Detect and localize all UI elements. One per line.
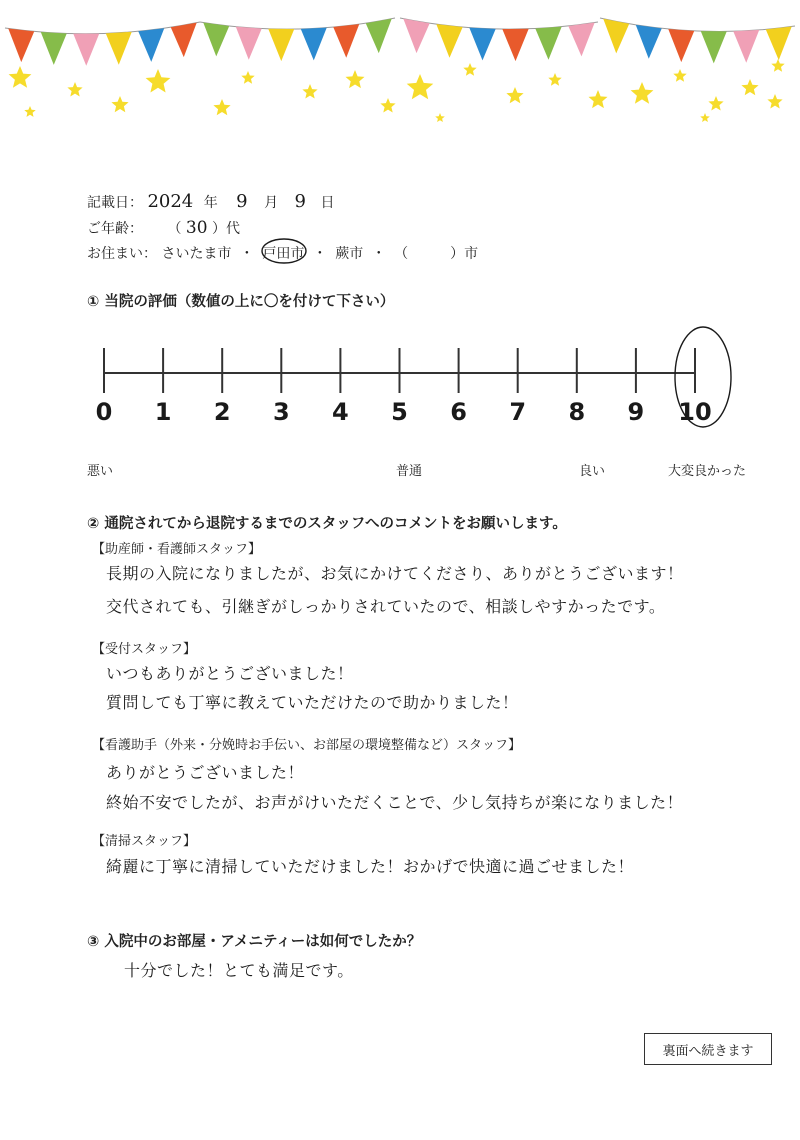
scale-number-3: 3 [272,398,290,426]
bunting-flag [41,32,67,65]
scale-number-0: 0 [95,398,113,426]
bunting-flag [236,27,262,60]
star-icon [24,106,35,117]
bunting-flag [766,26,792,60]
scale-number-1: 1 [154,398,172,426]
star-icon [771,59,784,72]
bunting-flag [603,19,629,54]
residence-label: お住まい： [87,246,157,262]
age-label: ご年齢： [87,221,143,237]
bunting-flag [502,29,528,61]
star-icon [380,98,395,113]
bunting-flag [366,19,392,53]
bunting-flag [138,28,164,62]
residence-option-saitama: さいたま市 [161,246,232,262]
residence-separator: ・ [312,246,327,262]
residence-option-toda [262,243,304,263]
scale-number-10: 10 [678,398,712,426]
q3-answer: 十分でした！とても満足です。 [124,961,354,980]
comment-nurse-line-1: 長期の入院になりましたが、お気にかけてくださり、ありがとうございます！ [106,564,684,583]
scale-number-6: 6 [450,398,467,426]
bunting-string [5,22,200,34]
bunting-flag [535,27,561,60]
scale-number-5: 5 [391,398,408,426]
date-row [87,191,334,212]
bunting-banner [0,0,800,130]
date-month: 9 [236,191,248,212]
bunting-flag [733,30,759,63]
residence-option-warabi: 蕨市 [335,246,364,262]
q1-title: ① 当院の評価（数値の上に〇を付けて下さい） [87,294,395,310]
age-close: ）代 [212,221,240,237]
star-icon [67,82,82,97]
section-label-nurse: 【助産師・看護師スタッフ】 [92,542,262,557]
comment-reception-line-2: 質問しても丁寧に教えていただけたので助かりました！ [106,693,519,712]
age-open: （ [167,221,182,237]
bunting-flag [8,28,34,62]
rating-scale [0,320,800,450]
bunting-string [200,18,395,29]
residence-selection-circle [258,237,310,265]
star-icon [146,69,171,93]
q2-title: ② 通院されてから退院するまでのスタッフへのコメントをお願いします。 [87,516,567,532]
star-icon [463,63,476,76]
residence-separator: ・ [239,246,254,262]
day-unit: 日 [320,195,335,211]
bunting-flag [333,24,359,58]
star-icon [213,99,230,115]
bunting-flag [106,32,132,65]
bunting-flag [301,28,327,61]
residence-row [87,243,478,263]
star-icon [346,70,365,88]
scale-number-4: 4 [332,398,349,426]
section-label-cleaning: 【清掃スタッフ】 [92,834,197,849]
bunting-flag [701,31,727,63]
star-icon [302,84,317,99]
month-unit: 月 [264,195,279,211]
comment-reception-line-1: いつもありがとうございました！ [106,664,354,683]
year-unit: 年 [203,195,218,211]
star-icon [708,96,723,111]
bunting-flag [73,34,99,66]
section-label-reception: 【受付スタッフ】 [92,642,197,657]
star-icon [741,79,758,95]
date-label: 記載日： [87,195,143,211]
bunting-flag [403,19,429,53]
residence-other: （ ）市 [394,246,479,262]
star-icon [9,66,32,88]
scale-label-bad: 悪い [87,464,114,479]
bunting-flag [436,24,462,58]
star-icon [548,73,561,86]
bunting-string [600,18,795,31]
residence-option-toda-label: 戸田市 [262,246,305,262]
star-icon [506,87,523,103]
comment-cleaning-line-1: 綺麗に丁寧に清掃していただけました！おかげで快適に過ごせました！ [106,857,635,876]
bunting-flag [171,23,197,57]
bunting-flag [469,28,495,61]
star-icon [673,69,686,82]
star-icon [241,71,254,84]
age-value: 30 [185,218,208,238]
scale-number-8: 8 [568,398,586,426]
comment-nurse-line-2: 交代されても、引継ぎがしっかりされていたので、相談しやすかったです。 [106,597,666,616]
bunting-flag [668,29,694,62]
date-day: 9 [294,191,306,212]
bunting-flag [636,25,662,59]
section-label-assistant: 【看護助手（外来・分娩時お手伝い、お部屋の環境整備など）スタッフ】 [92,738,522,753]
age-row [87,218,240,238]
star-icon [631,82,654,104]
scale-number-9: 9 [627,398,645,426]
bunting-flag [568,23,594,57]
star-icon [589,90,608,108]
scale-number-2: 2 [213,398,231,426]
bunting-string [400,18,598,29]
star-icon [767,94,782,109]
star-icon [407,74,434,99]
scale-label-good: 良い [579,464,606,479]
star-icon [435,113,445,122]
star-icon [700,113,710,122]
q3-title: ③ 入院中のお部屋・アメニティーは如何でしたか？ [87,934,422,950]
scale-number-7: 7 [509,398,527,426]
star-icon [111,96,128,112]
date-year: 2024 [147,191,194,212]
comment-assistant-line-2: 終始不安でしたが、お声がけいただくことで、少し気持ちが楽になりました！ [106,793,684,812]
bunting-flag [268,29,294,61]
residence-separator: ・ [371,246,386,262]
scale-label-normal: 普通 [396,464,423,479]
continue-notice: 裏面へ続きます [644,1033,772,1065]
scale-label-very-good: 大変良かった [668,464,747,479]
comment-assistant-line-1: ありがとうございました！ [106,763,305,782]
bunting-flag [203,23,229,57]
